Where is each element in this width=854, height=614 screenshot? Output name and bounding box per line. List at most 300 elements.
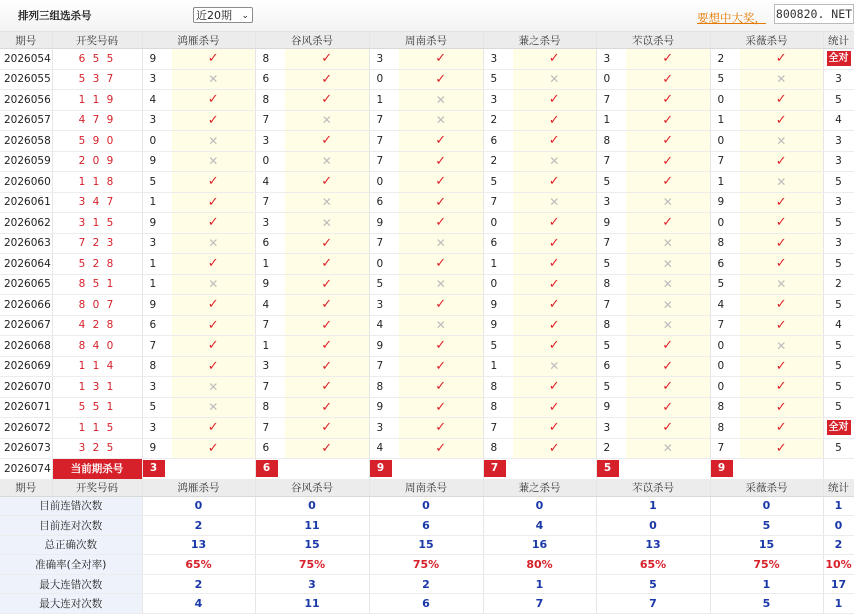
- kill-number-cell: 2: [483, 151, 513, 172]
- stat-cell: [823, 69, 854, 90]
- check-icon: [626, 213, 710, 234]
- summary-value: 0: [483, 496, 596, 516]
- kill-number-cell: 6: [255, 69, 285, 90]
- cross-icon: ✕: [435, 277, 446, 292]
- check-icon: [399, 438, 483, 459]
- cross-icon: ✕: [549, 359, 560, 374]
- col-header-expert: 芣苡杀号: [596, 32, 710, 49]
- summary-row: [0, 555, 854, 575]
- kill-number-cell: 5: [596, 336, 626, 357]
- winning-number-cell: 3 4 7: [52, 192, 142, 213]
- cross-icon: ✕: [776, 72, 787, 87]
- cross-icon: [740, 69, 823, 90]
- period-cell: 2026063: [0, 233, 52, 254]
- stat-value: 5: [835, 339, 842, 352]
- kill-number-cell: 4: [710, 295, 740, 316]
- cross-icon: [626, 233, 710, 254]
- check-icon: ✓: [775, 379, 787, 395]
- cross-icon: [399, 274, 483, 295]
- check-icon: [285, 172, 369, 193]
- check-icon: [740, 49, 823, 70]
- check-icon: ✓: [321, 399, 333, 415]
- cross-icon: ✕: [776, 338, 787, 353]
- kill-number-cell: 4: [255, 295, 285, 316]
- stat-value: 5: [835, 216, 842, 229]
- kill-number-cell: 9: [142, 151, 172, 172]
- kill-number-cell: 7: [142, 336, 172, 357]
- kill-number-cell: 6: [255, 233, 285, 254]
- summary-label: 总正确次数: [0, 535, 142, 555]
- table-row: [0, 274, 854, 295]
- check-icon: ✓: [321, 71, 333, 87]
- stat-cell: [823, 295, 854, 316]
- stat-value: 3: [835, 134, 842, 147]
- check-icon: ✓: [548, 317, 560, 333]
- kill-number-cell: 8: [483, 377, 513, 398]
- col-header-expert: 蒹之杀号: [483, 32, 596, 49]
- summary-row: [0, 594, 854, 614]
- check-icon: ✓: [548, 297, 560, 313]
- current-kill-number: [596, 459, 710, 480]
- kill-number-cell: 5: [142, 397, 172, 418]
- check-icon: [740, 356, 823, 377]
- kill-number-cell: 9: [255, 274, 285, 295]
- winning-number-cell: 1 1 5: [52, 418, 142, 439]
- cross-icon: ✕: [435, 236, 446, 251]
- cross-icon: [626, 295, 710, 316]
- kill-number-cell: 6: [483, 233, 513, 254]
- check-icon: ✓: [207, 174, 219, 190]
- cross-icon: [513, 192, 596, 213]
- col-header-expert: 蒹之杀号: [483, 479, 596, 496]
- check-icon: ✓: [207, 194, 219, 210]
- kill-number-cell: 5: [483, 336, 513, 357]
- table-row: [0, 69, 854, 90]
- summary-value: 5: [596, 574, 710, 594]
- check-icon: ✓: [435, 133, 447, 149]
- kill-number-cell: 1: [483, 356, 513, 377]
- stat-cell: [823, 90, 854, 111]
- check-icon: ✓: [435, 358, 447, 374]
- summary-value: 13: [596, 535, 710, 555]
- kill-number-cell: 1: [142, 192, 172, 213]
- check-icon: [172, 192, 255, 213]
- check-icon: ✓: [662, 215, 674, 231]
- stat-cell: [823, 110, 854, 131]
- check-icon: ✓: [207, 256, 219, 272]
- period-cell: 2026073: [0, 438, 52, 459]
- check-icon: [740, 192, 823, 213]
- stat-cell: [823, 315, 854, 336]
- kill-number-cell: 5: [710, 274, 740, 295]
- kill-number-cell: 0: [710, 356, 740, 377]
- winning-number-cell: 8 0 7: [52, 295, 142, 316]
- kill-number-cell: 8: [255, 397, 285, 418]
- kill-number-cell: 3: [369, 418, 399, 439]
- check-icon: ✓: [548, 338, 560, 354]
- kill-number-cell: 1: [710, 110, 740, 131]
- kill-number-cell: 6: [142, 315, 172, 336]
- check-icon: [513, 336, 596, 357]
- check-icon: ✓: [775, 440, 787, 456]
- cross-icon: ✕: [321, 195, 332, 210]
- cross-icon: ✕: [208, 277, 219, 292]
- winning-number-cell: 5 5 1: [52, 397, 142, 418]
- kill-number-cell: 5: [483, 69, 513, 90]
- summary-value: 16: [483, 535, 596, 555]
- kill-number-cell: 1: [142, 274, 172, 295]
- kill-number-cell: 7: [255, 377, 285, 398]
- kill-number-cell: 0: [369, 254, 399, 275]
- check-icon: ✓: [662, 51, 674, 67]
- check-icon: ✓: [435, 338, 447, 354]
- cross-icon: [740, 336, 823, 357]
- period-range-value: 近20期: [196, 9, 232, 22]
- stat-cell: [823, 377, 854, 398]
- check-icon: ✓: [435, 51, 447, 67]
- check-icon: [513, 172, 596, 193]
- kill-number-cell: 3: [369, 49, 399, 70]
- cross-icon: ✕: [435, 318, 446, 333]
- period-cell: 2026062: [0, 213, 52, 234]
- check-icon: ✓: [435, 399, 447, 415]
- site-watermark: 800820. NET: [774, 4, 854, 24]
- check-icon: ✓: [435, 379, 447, 395]
- check-icon: ✓: [321, 256, 333, 272]
- summary-value: 3: [255, 574, 369, 594]
- check-icon: [513, 213, 596, 234]
- check-icon: [285, 418, 369, 439]
- current-kill-label: 当前期杀号: [52, 459, 142, 480]
- stat-value: 3: [835, 155, 842, 168]
- check-icon: [740, 151, 823, 172]
- cross-icon: [740, 172, 823, 193]
- check-icon: [513, 397, 596, 418]
- winning-number-cell: 1 1 9: [52, 90, 142, 111]
- kill-number-cell: 0: [710, 90, 740, 111]
- table-row: [0, 397, 854, 418]
- period-cell: 2026057: [0, 110, 52, 131]
- period-cell: 2026067: [0, 315, 52, 336]
- table-row: [0, 131, 854, 152]
- summary-row: [0, 535, 854, 555]
- summary-label: 准确率(全对率): [0, 555, 142, 575]
- check-icon: ✓: [435, 194, 447, 210]
- winning-number-cell: 3 1 5: [52, 213, 142, 234]
- check-icon: ✓: [775, 399, 787, 415]
- cross-icon: ✕: [208, 133, 219, 148]
- check-icon: [172, 254, 255, 275]
- kill-number-cell: 9: [596, 397, 626, 418]
- summary-value: 5: [710, 594, 823, 614]
- kill-number-cell: 3: [255, 356, 285, 377]
- check-icon: ✓: [662, 358, 674, 374]
- check-icon: ✓: [662, 174, 674, 190]
- check-icon: [285, 356, 369, 377]
- cross-icon: ✕: [662, 236, 673, 251]
- kill-number-cell: 4: [142, 90, 172, 111]
- current-kill-badge: 9: [370, 460, 392, 477]
- cross-icon: ✕: [321, 215, 332, 230]
- check-icon: [626, 110, 710, 131]
- kill-number-cell: 8: [710, 233, 740, 254]
- check-icon: [626, 397, 710, 418]
- period-cell: 2026071: [0, 397, 52, 418]
- col-header-expert: 谷风杀号: [255, 32, 369, 49]
- check-icon: [513, 233, 596, 254]
- kill-number-cell: 0: [255, 151, 285, 172]
- period-cell: 2026058: [0, 131, 52, 152]
- check-icon: [285, 397, 369, 418]
- kill-number-cell: 8: [483, 397, 513, 418]
- cross-icon: ✕: [435, 92, 446, 107]
- kill-number-cell: 9: [142, 438, 172, 459]
- check-icon: ✓: [321, 235, 333, 251]
- cross-icon: [626, 254, 710, 275]
- kill-number-cell: 6: [483, 131, 513, 152]
- summary-value: 6: [369, 594, 483, 614]
- summary-value: 1: [710, 574, 823, 594]
- kill-number-cell: 9: [483, 295, 513, 316]
- kill-number-cell: 6: [369, 192, 399, 213]
- period-cell: 2026056: [0, 90, 52, 111]
- check-icon: [740, 397, 823, 418]
- table-row: [0, 49, 854, 70]
- winning-number-cell: 4 2 8: [52, 315, 142, 336]
- stat-value: 5: [835, 93, 842, 106]
- table-row: [0, 418, 854, 439]
- col-header-expert: 芣苡杀号: [596, 479, 710, 496]
- kill-number-cell: 7: [710, 315, 740, 336]
- kill-number-cell: 3: [483, 49, 513, 70]
- current-kill-badge: 3: [143, 460, 165, 477]
- kill-number-cell: 7: [255, 192, 285, 213]
- kill-number-cell: 9: [596, 213, 626, 234]
- col-header-stat: 统计: [823, 32, 854, 49]
- check-icon: ✓: [321, 317, 333, 333]
- check-icon: [513, 295, 596, 316]
- col-header-expert: 鸿雁杀号: [142, 32, 255, 49]
- all-correct-badge: 全对: [828, 53, 849, 65]
- winning-number-cell: 6 5 5: [52, 49, 142, 70]
- cross-icon: ✕: [549, 154, 560, 169]
- kill-number-cell: 7: [369, 356, 399, 377]
- kill-number-cell: 5: [596, 172, 626, 193]
- cross-icon: ✕: [662, 256, 673, 271]
- stat-value: 5: [835, 175, 842, 188]
- check-icon: [172, 336, 255, 357]
- stat-cell: [823, 336, 854, 357]
- stat-cell: [823, 233, 854, 254]
- col-header-period: 期号: [0, 32, 52, 49]
- table-row: [0, 151, 854, 172]
- cross-icon: ✕: [662, 318, 673, 333]
- current-kill-number: [255, 459, 369, 480]
- kill-number-cell: 0: [596, 69, 626, 90]
- check-icon: ✓: [775, 317, 787, 333]
- period-cell: 2026054: [0, 49, 52, 70]
- kill-number-cell: 9: [369, 213, 399, 234]
- check-icon: [740, 254, 823, 275]
- check-icon: ✓: [662, 379, 674, 395]
- check-icon: [285, 315, 369, 336]
- check-icon: ✓: [775, 256, 787, 272]
- check-icon: [399, 295, 483, 316]
- kill-number-cell: 3: [596, 49, 626, 70]
- check-icon: [626, 151, 710, 172]
- table-row: [0, 377, 854, 398]
- stat-value: 2: [835, 278, 842, 291]
- winning-number-cell: 5 2 8: [52, 254, 142, 275]
- check-icon: [740, 110, 823, 131]
- check-icon: [172, 418, 255, 439]
- cross-icon: [172, 151, 255, 172]
- check-icon: ✓: [662, 153, 674, 169]
- summary-value: 5: [710, 516, 823, 536]
- check-icon: [399, 356, 483, 377]
- kill-number-cell: 8: [255, 49, 285, 70]
- current-kill-number: [142, 459, 255, 480]
- check-icon: ✓: [548, 174, 560, 190]
- check-icon: ✓: [548, 276, 560, 292]
- summary-value: 75%: [369, 555, 483, 575]
- check-icon: ✓: [775, 420, 787, 436]
- check-icon: [285, 90, 369, 111]
- page-title: 排列三组选杀号: [18, 10, 92, 22]
- period-range-select[interactable]: [193, 7, 253, 23]
- kill-number-cell: 3: [369, 295, 399, 316]
- check-icon: ✓: [548, 215, 560, 231]
- check-icon: [285, 131, 369, 152]
- cross-icon: [399, 110, 483, 131]
- check-icon: ✓: [321, 440, 333, 456]
- kill-number-cell: 3: [142, 233, 172, 254]
- cross-icon: [626, 315, 710, 336]
- period-cell: 2026061: [0, 192, 52, 213]
- check-icon: ✓: [207, 215, 219, 231]
- cross-icon: [172, 131, 255, 152]
- kill-number-cell: 0: [369, 172, 399, 193]
- check-icon: ✓: [548, 440, 560, 456]
- check-icon: [513, 438, 596, 459]
- cross-icon: ✕: [208, 400, 219, 415]
- promo-link[interactable]: 要想中大奖，: [697, 11, 766, 25]
- kill-number-cell: 7: [255, 418, 285, 439]
- kill-number-cell: 7: [369, 151, 399, 172]
- cross-icon: ✕: [776, 133, 787, 148]
- kill-number-cell: 8: [596, 315, 626, 336]
- check-icon: [399, 254, 483, 275]
- kill-number-cell: 1: [142, 254, 172, 275]
- check-icon: ✓: [662, 112, 674, 128]
- summary-value: 11: [255, 516, 369, 536]
- check-icon: [399, 336, 483, 357]
- col-header-expert: 周南杀号: [369, 32, 483, 49]
- cross-icon: [399, 315, 483, 336]
- cross-icon: ✕: [208, 236, 219, 251]
- kill-number-cell: 0: [483, 213, 513, 234]
- check-icon: [399, 69, 483, 90]
- check-icon: [399, 213, 483, 234]
- check-icon: [172, 49, 255, 70]
- cross-icon: [172, 233, 255, 254]
- summary-value: 13: [142, 535, 255, 555]
- stat-value: 5: [835, 442, 842, 455]
- cross-icon: ✕: [208, 379, 219, 394]
- stat-cell: [823, 438, 854, 459]
- kill-number-cell: 8: [255, 90, 285, 111]
- kill-number-cell: 7: [369, 233, 399, 254]
- stat-cell: [823, 274, 854, 295]
- cross-icon: [285, 110, 369, 131]
- table-row: [0, 295, 854, 316]
- kill-number-cell: 2: [483, 110, 513, 131]
- cross-icon: [626, 438, 710, 459]
- winning-number-cell: 5 3 7: [52, 69, 142, 90]
- kill-number-cell: 0: [710, 336, 740, 357]
- current-kill-badge: 5: [597, 460, 619, 477]
- kill-number-cell: 8: [483, 438, 513, 459]
- check-icon: ✓: [207, 112, 219, 128]
- stat-cell: [823, 254, 854, 275]
- cross-icon: [399, 233, 483, 254]
- stat-value: 5: [835, 401, 842, 414]
- stat-cell: [823, 213, 854, 234]
- check-icon: ✓: [775, 194, 787, 210]
- period-cell: 2026068: [0, 336, 52, 357]
- kill-number-cell: 7: [255, 110, 285, 131]
- check-icon: [740, 377, 823, 398]
- check-icon: [172, 295, 255, 316]
- kill-number-cell: 9: [710, 192, 740, 213]
- cross-icon: [513, 151, 596, 172]
- table-row: [0, 356, 854, 377]
- stat-cell: [823, 397, 854, 418]
- check-icon: [399, 131, 483, 152]
- table-row: [0, 315, 854, 336]
- check-icon: ✓: [548, 399, 560, 415]
- cross-icon: [626, 192, 710, 213]
- kill-number-cell: 4: [255, 172, 285, 193]
- stat-cell: [823, 192, 854, 213]
- check-icon: [626, 90, 710, 111]
- kill-number-cell: 1: [710, 172, 740, 193]
- kill-number-cell: 7: [483, 418, 513, 439]
- cross-icon: [513, 356, 596, 377]
- summary-value: 65%: [596, 555, 710, 575]
- winning-number-cell: 1 1 4: [52, 356, 142, 377]
- kill-number-cell: 9: [142, 213, 172, 234]
- kill-number-cell: 0: [710, 131, 740, 152]
- summary-value: 15: [710, 535, 823, 555]
- check-icon: [172, 90, 255, 111]
- stat-value: 3: [835, 237, 842, 250]
- summary-header-row: [0, 479, 854, 496]
- check-icon: [740, 438, 823, 459]
- summary-value: 2: [142, 574, 255, 594]
- kill-number-cell: 6: [255, 438, 285, 459]
- check-icon: ✓: [775, 358, 787, 374]
- kill-number-cell: 9: [483, 315, 513, 336]
- stat-cell: [823, 418, 854, 439]
- check-icon: [626, 418, 710, 439]
- kill-number-cell: 3: [142, 377, 172, 398]
- stat-value: 3: [835, 196, 842, 209]
- kill-number-cell: 2: [710, 49, 740, 70]
- check-icon: [513, 90, 596, 111]
- kill-number-cell: 7: [596, 90, 626, 111]
- kill-number-cell: 9: [142, 49, 172, 70]
